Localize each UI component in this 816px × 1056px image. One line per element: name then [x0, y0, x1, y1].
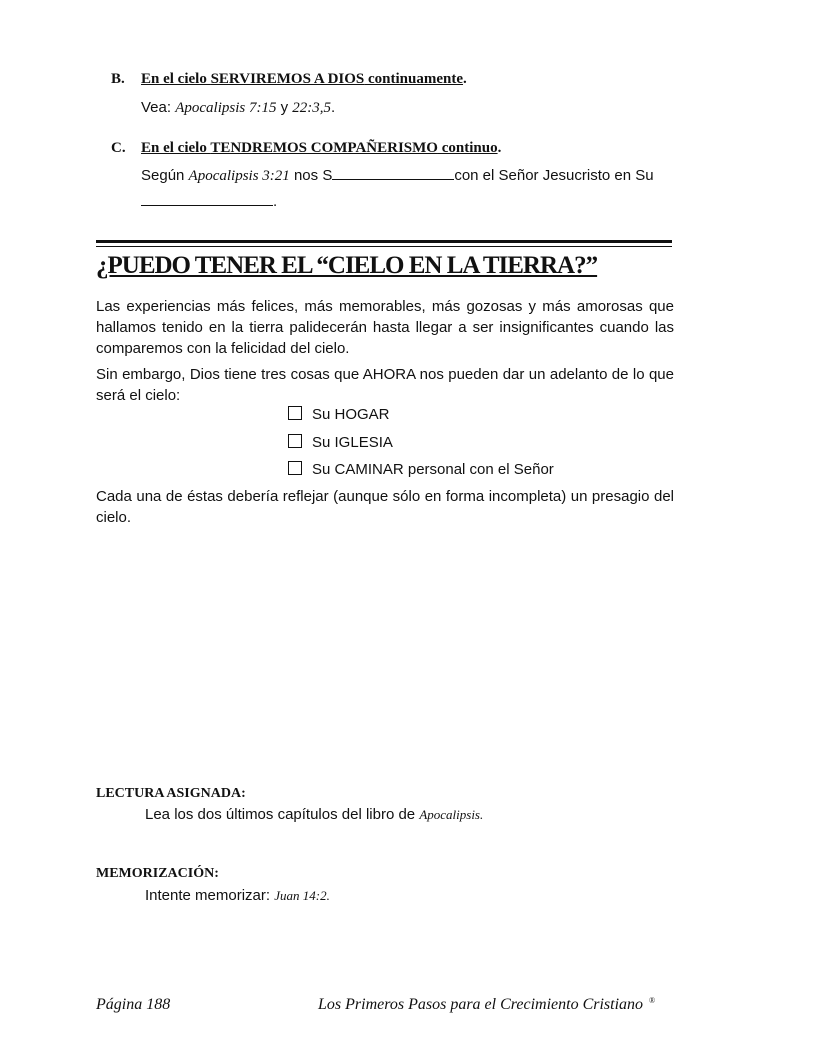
item-c-pre: En el cielo — [141, 140, 211, 156]
checklist-item-caminar — [288, 459, 554, 480]
reading-ref: Apocalipsis. — [419, 807, 484, 822]
item-b-end2: . — [331, 99, 336, 116]
item-c-line1 — [141, 165, 681, 187]
paragraph-2: Sin embargo, Dios tiene tres cosas que AHORA nos pueden dar un adelanto de lo que será el cielo: — [96, 366, 674, 404]
item-b-heading — [111, 71, 467, 88]
item-b-ref1: Apocalipsis 7:15 — [175, 100, 277, 116]
checkbox-icon[interactable] — [288, 406, 302, 420]
checklist-label: Su IGLESIA — [312, 434, 393, 451]
reading-line — [145, 804, 483, 825]
checklist-item-hogar — [288, 404, 390, 425]
fill-in-blank-2[interactable] — [141, 191, 273, 206]
item-b-pre: En el cielo — [141, 71, 211, 87]
item-c-line2 — [141, 191, 277, 212]
item-b-see-label: Vea: — [141, 99, 176, 116]
item-c-line1-post: con el Señor Jesucristo en Su — [454, 167, 654, 184]
item-c-ref: Apocalipsis 3:21 — [188, 168, 290, 184]
item-b-ref2: 22:3,5 — [292, 100, 332, 116]
item-b-post: continuamente — [364, 71, 464, 87]
item-c-post: continuo — [437, 140, 498, 156]
reading-label: LECTURA ASIGNADA: — [96, 786, 246, 801]
footer-book-title — [318, 996, 655, 1014]
heading-rule-bottom — [96, 246, 672, 247]
checkbox-icon[interactable] — [288, 461, 302, 475]
memorize-text: Intente memorizar: — [145, 887, 275, 904]
item-c-heading — [111, 140, 501, 157]
item-c-letter: C. — [111, 140, 126, 156]
item-c-line1-pre: Según — [141, 167, 189, 184]
item-b-reference-line — [141, 97, 335, 119]
registered-mark-icon: ® — [649, 996, 656, 1005]
item-b-letter: B. — [111, 71, 125, 87]
memorize-line — [145, 885, 330, 906]
fill-in-blank-1[interactable] — [332, 165, 454, 180]
item-b-emph: SERVIREMOS A DIOS — [210, 71, 365, 87]
item-c-line1-mid: nos S — [289, 167, 333, 184]
memorize-ref: Juan 14:2. — [274, 888, 330, 903]
item-c-emph: TENDREMOS COMPAÑERISMO — [210, 140, 438, 156]
paragraph-3: Cada una de éstas debería reflejar (aunque sólo en forma incompleta) un presagio del cielo. — [96, 488, 674, 526]
footer-page-number: Página 188 — [96, 996, 171, 1013]
item-c-end: . — [497, 140, 502, 156]
checklist-label: Su HOGAR — [312, 406, 390, 423]
paragraph-1: Las experiencias más felices, más memorables, más gozosas y más amorosas que hallamos tenido en la tierra palidecerán hasta llegar a ser insignificantes cuando las comparemos con la felicidad del cielo. — [96, 298, 674, 357]
section-heading: ¿PUEDO TENER EL “CIELO EN LA TIERRA?” — [96, 252, 598, 279]
item-b-conj: y — [276, 99, 293, 116]
checkbox-icon[interactable] — [288, 434, 302, 448]
heading-rule-top — [96, 240, 672, 243]
checklist-label: Su CAMINAR personal con el Señor — [312, 461, 554, 478]
memorize-label: MEMORIZACIÓN: — [96, 866, 219, 881]
reading-text: Lea los dos últimos capítulos del libro de — [145, 806, 420, 823]
item-c-line2-end: . — [273, 193, 278, 210]
checklist-item-iglesia — [288, 432, 393, 453]
item-b-end: . — [463, 71, 467, 87]
footer-book-name: Los Primeros Pasos para el Crecimiento Cristiano — [318, 996, 644, 1013]
